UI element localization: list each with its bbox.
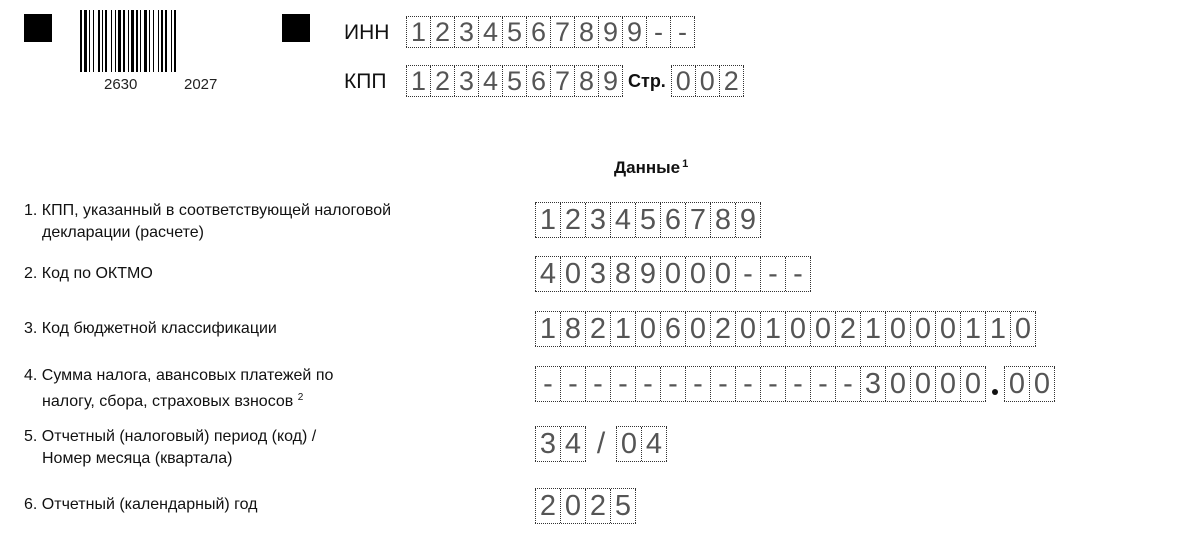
char-cell[interactable]: - [735, 257, 760, 291]
char-cell[interactable]: 0 [671, 66, 695, 96]
char-cell[interactable]: 8 [574, 66, 598, 96]
char-cell[interactable]: 4 [641, 427, 667, 461]
corner-marker-right [282, 14, 310, 42]
char-cell[interactable]: 0 [910, 367, 935, 401]
char-cell[interactable]: 0 [710, 257, 735, 291]
char-cell[interactable]: 3 [535, 427, 560, 461]
row-period-code-field[interactable] [535, 426, 586, 462]
char-cell[interactable]: - [760, 257, 785, 291]
barcode-number-1: 2630 [104, 76, 138, 93]
char-cell[interactable]: - [585, 367, 610, 401]
char-cell[interactable]: - [635, 367, 660, 401]
page-label: Стр. [628, 70, 666, 91]
char-cell[interactable]: 9 [735, 203, 761, 237]
char-cell[interactable]: 0 [685, 312, 710, 346]
char-cell[interactable]: - [735, 367, 760, 401]
char-cell[interactable]: 4 [478, 17, 502, 47]
char-cell[interactable]: 1 [406, 17, 430, 47]
char-cell[interactable]: 1 [760, 312, 785, 346]
kpp-field[interactable] [406, 65, 623, 97]
char-cell[interactable]: 0 [735, 312, 760, 346]
char-cell[interactable]: 2 [430, 66, 454, 96]
char-cell[interactable]: - [560, 367, 585, 401]
row-label-line1: Отчетный (налоговый) период (код) / [41, 428, 317, 445]
period-separator: / [596, 427, 606, 460]
char-cell[interactable]: - [710, 367, 735, 401]
char-cell[interactable]: - [785, 367, 810, 401]
char-cell[interactable]: 0 [1004, 367, 1029, 401]
char-cell[interactable]: 3 [585, 203, 610, 237]
char-cell[interactable]: - [760, 367, 785, 401]
corner-marker-left [24, 14, 52, 42]
char-cell[interactable]: 1 [985, 312, 1010, 346]
char-cell[interactable]: 3 [860, 367, 885, 401]
char-cell[interactable]: 0 [660, 257, 685, 291]
char-cell[interactable]: 0 [695, 66, 719, 96]
char-cell[interactable]: 8 [710, 203, 735, 237]
char-cell[interactable]: 4 [478, 66, 502, 96]
row-label-line1: Код по ОКТМО [41, 265, 153, 282]
page-number-field[interactable] [671, 65, 744, 97]
char-cell[interactable]: - [685, 367, 710, 401]
char-cell[interactable]: 0 [1010, 312, 1036, 346]
char-cell[interactable]: - [646, 17, 670, 47]
row-year-label [24, 494, 504, 516]
char-cell[interactable]: 0 [785, 312, 810, 346]
decimal-point [986, 366, 1004, 400]
char-cell[interactable]: 5 [502, 66, 526, 96]
char-cell[interactable]: 6 [526, 17, 550, 47]
char-cell[interactable]: 2 [560, 203, 585, 237]
inn-field[interactable] [406, 16, 695, 48]
row-period-label [24, 426, 504, 470]
char-cell[interactable]: 9 [635, 257, 660, 291]
char-cell[interactable]: 6 [660, 312, 685, 346]
char-cell[interactable]: 5 [610, 489, 636, 523]
char-cell[interactable]: 0 [910, 312, 935, 346]
char-cell[interactable]: 1 [406, 66, 430, 96]
char-cell[interactable]: 2 [535, 489, 560, 523]
char-cell[interactable]: - [660, 367, 685, 401]
kpp-label: КПП [344, 70, 387, 93]
char-cell[interactable]: 8 [610, 257, 635, 291]
char-cell[interactable]: - [610, 367, 635, 401]
barcode-number-2: 2027 [184, 76, 218, 93]
row-kbk-field[interactable] [535, 311, 1036, 347]
row-kpp-field[interactable] [535, 202, 761, 238]
section-title-text: Данные [614, 158, 681, 177]
char-cell[interactable]: 9 [622, 17, 646, 47]
row-label-line1: Отчетный (календарный) год [41, 496, 258, 513]
row-label-line2: декларации (расчете) [42, 224, 204, 241]
char-cell[interactable]: 2 [719, 66, 744, 96]
row-oktmo-label [24, 263, 504, 285]
row-footnote: 2 [297, 392, 304, 403]
row-label-line2: налогу, сбора, страховых взносов [42, 393, 294, 410]
char-cell[interactable]: - [810, 367, 835, 401]
char-cell[interactable]: 0 [685, 257, 710, 291]
char-cell[interactable]: 0 [560, 257, 585, 291]
char-cell[interactable]: 2 [710, 312, 735, 346]
row-amount-integer-field[interactable] [535, 366, 986, 402]
char-cell[interactable]: 6 [526, 66, 550, 96]
row-label-line1: Код бюджетной классификации [41, 320, 277, 337]
row-label-line2: Номер месяца (квартала) [42, 450, 233, 467]
char-cell[interactable]: 8 [574, 17, 598, 47]
char-cell[interactable]: 4 [535, 257, 560, 291]
char-cell[interactable]: 3 [454, 17, 478, 47]
char-cell[interactable]: 2 [430, 17, 454, 47]
row-kbk-label [24, 318, 504, 340]
char-cell[interactable]: 2 [585, 312, 610, 346]
char-cell[interactable]: 5 [635, 203, 660, 237]
char-cell[interactable]: - [835, 367, 860, 401]
char-cell[interactable]: 1 [610, 312, 635, 346]
char-cell[interactable]: 1 [535, 312, 560, 346]
row-year-field[interactable] [535, 488, 636, 524]
row-kpp-label [24, 200, 504, 244]
row-number: 2. [24, 265, 38, 282]
char-cell[interactable]: 0 [885, 367, 910, 401]
char-cell[interactable]: 7 [550, 66, 574, 96]
char-cell[interactable]: 0 [935, 312, 960, 346]
char-cell[interactable]: 1 [960, 312, 985, 346]
kpp-row [406, 65, 744, 97]
row-oktmo-field[interactable] [535, 256, 811, 292]
row-label-line1: Сумма налога, авансовых платежей по [41, 367, 334, 384]
row-number: 6. [24, 496, 38, 513]
char-cell[interactable]: 0 [560, 489, 585, 523]
row-number: 4. [24, 367, 38, 384]
char-cell[interactable]: 7 [550, 17, 574, 47]
char-cell[interactable]: - [785, 257, 811, 291]
char-cell[interactable]: 2 [585, 489, 610, 523]
char-cell[interactable]: 9 [598, 17, 622, 47]
char-cell[interactable]: 1 [860, 312, 885, 346]
row-period-field-group [535, 426, 667, 462]
section-title [614, 158, 688, 178]
char-cell[interactable]: 9 [598, 66, 623, 96]
char-cell[interactable]: 4 [610, 203, 635, 237]
char-cell[interactable]: 3 [454, 66, 478, 96]
row-period-month-field[interactable] [616, 426, 667, 462]
char-cell[interactable]: 8 [560, 312, 585, 346]
row-number: 5. [24, 428, 38, 445]
section-title-footnote: 1 [682, 158, 689, 170]
char-cell[interactable]: 6 [660, 203, 685, 237]
char-cell[interactable]: 7 [685, 203, 710, 237]
inn-label: ИНН [344, 21, 390, 44]
row-amount-decimal-field[interactable] [1004, 366, 1055, 402]
char-cell[interactable]: 5 [502, 17, 526, 47]
char-cell[interactable]: 0 [1029, 367, 1055, 401]
barcode [80, 10, 252, 72]
row-amount-field-group [535, 366, 1055, 402]
char-cell[interactable]: - [535, 367, 560, 401]
char-cell[interactable]: - [670, 17, 695, 47]
char-cell[interactable]: 0 [616, 427, 641, 461]
char-cell[interactable]: 1 [535, 203, 560, 237]
row-number: 1. [24, 202, 38, 219]
char-cell[interactable]: 0 [635, 312, 660, 346]
char-cell[interactable]: 0 [960, 367, 986, 401]
char-cell[interactable]: 0 [935, 367, 960, 401]
row-number: 3. [24, 320, 38, 337]
char-cell[interactable]: 3 [585, 257, 610, 291]
row-amount-label [24, 365, 504, 413]
char-cell[interactable]: 0 [810, 312, 835, 346]
char-cell[interactable]: 0 [885, 312, 910, 346]
char-cell[interactable]: 4 [560, 427, 586, 461]
row-label-line1: КПП, указанный в соответствующей налоговой [41, 202, 392, 219]
char-cell[interactable]: 2 [835, 312, 860, 346]
